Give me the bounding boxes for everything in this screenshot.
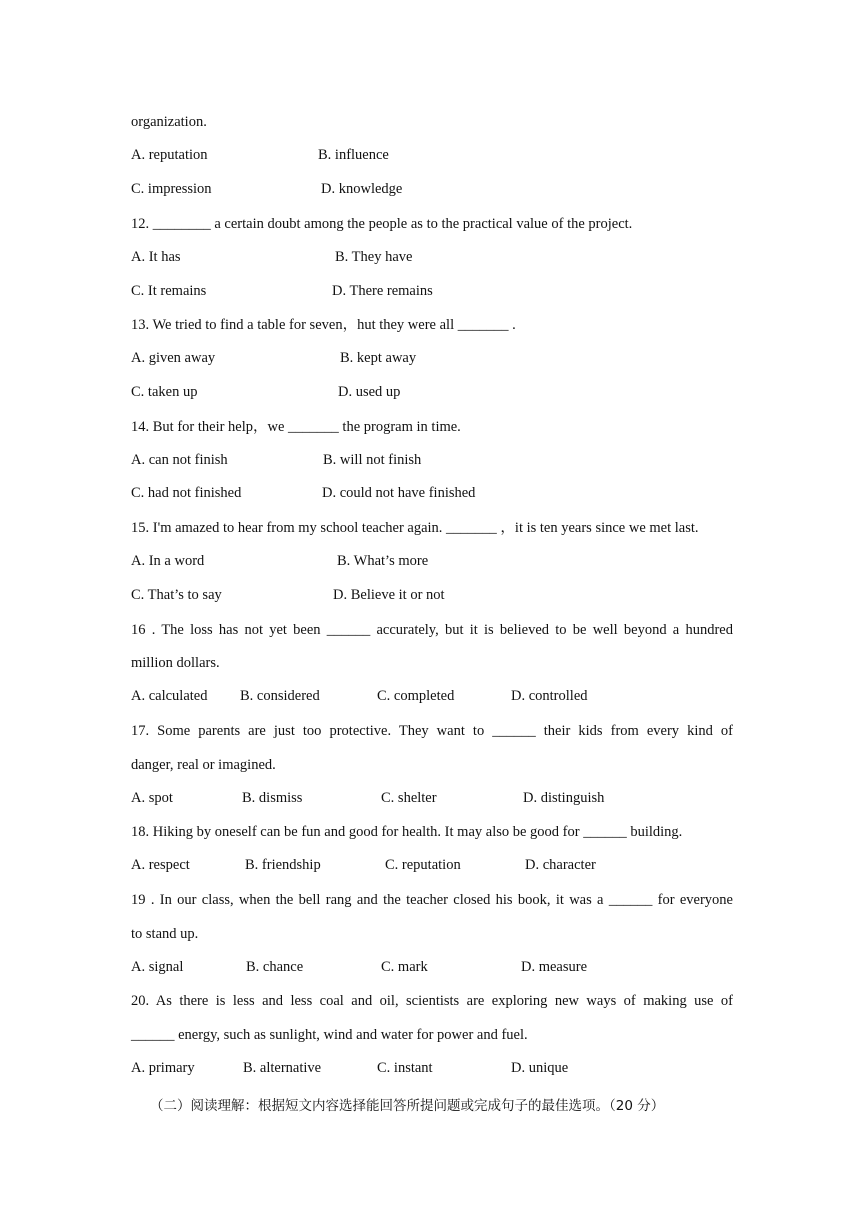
q15-option-a: A. In a word xyxy=(131,553,205,569)
question-19-line-2: to stand up. xyxy=(131,926,199,942)
question-16-line-1: 16 . The loss has not yet been ______ accurately, but it is believed to be well beyond a hundred xyxy=(131,622,733,638)
q14-option-a: A. can not finish xyxy=(131,452,228,468)
q20-option-c: C. instant xyxy=(377,1060,433,1076)
q14-option-c: C. had not finished xyxy=(131,485,242,501)
question-14: 14. But for their help，we _______ the program in time. xyxy=(131,419,461,435)
q13-option-a: A. given away xyxy=(131,350,216,366)
question-18: 18. Hiking by oneself can be fun and good for health. It may also be good for ______ building. xyxy=(131,824,683,840)
q20-option-a: A. primary xyxy=(131,1060,195,1076)
q18-option-b: B. friendship xyxy=(245,857,321,873)
q12-option-a: A. It has xyxy=(131,249,181,265)
q16-option-d: D. controlled xyxy=(511,688,588,704)
q12-option-c: C. It remains xyxy=(131,283,207,299)
q12-option-b: B. They have xyxy=(335,249,413,265)
question-16-line-2: million dollars. xyxy=(131,655,220,671)
q11-option-c: C. impression xyxy=(131,181,212,197)
q18-option-c: C. reputation xyxy=(385,857,461,873)
question-11-tail: organization. xyxy=(131,114,207,130)
question-20-line-1: 20. As there is less and less coal and oil, scientists are exploring new ways of making use of xyxy=(131,993,733,1009)
q20-option-b: B. alternative xyxy=(243,1060,322,1076)
q17-option-a: A. spot xyxy=(131,790,173,806)
q13-option-b: B. kept away xyxy=(340,350,417,366)
q15-option-c: C. That’s to say xyxy=(131,587,222,603)
q17-option-d: D. distinguish xyxy=(523,790,605,806)
question-12: 12. ________ a certain doubt among the people as to the practical value of the project. xyxy=(131,216,633,232)
q17-option-b: B. dismiss xyxy=(242,790,303,806)
q17-option-c: C. shelter xyxy=(381,790,437,806)
question-20-line-2: ______ energy, such as sunlight, wind and water for power and fuel. xyxy=(131,1027,528,1043)
q12-option-d: D. There remains xyxy=(332,283,433,299)
q19-option-a: A. signal xyxy=(131,959,184,975)
q14-option-b: B. will not finish xyxy=(323,452,422,468)
q16-option-c: C. completed xyxy=(377,688,455,704)
q16-option-b: B. considered xyxy=(240,688,320,704)
q19-option-c: C. mark xyxy=(381,959,428,975)
question-19-line-1: 19 . In our class, when the bell rang and the teacher closed his book, it was a ______ for everyone xyxy=(131,892,733,908)
section-heading: （二）阅读理解：根据短文内容选择能回答所提问题或完成句子的最佳选项。（20 分） xyxy=(150,1098,665,1114)
q11-option-b: B. influence xyxy=(318,147,389,163)
q16-option-a: A. calculated xyxy=(131,688,208,704)
question-17-line-2: danger, real or imagined. xyxy=(131,757,276,773)
question-17-line-1: 17. Some parents are just too protective. They want to ______ their kids from every kind of xyxy=(131,723,733,739)
q18-option-a: A. respect xyxy=(131,857,190,873)
question-15: 15. I'm amazed to hear from my school teacher again. _______ ，it is ten years since we met last. xyxy=(131,520,699,536)
q20-option-d: D. unique xyxy=(511,1060,569,1076)
q13-option-d: D. used up xyxy=(338,384,401,400)
q19-option-d: D. measure xyxy=(521,959,588,975)
question-13: 13. We tried to find a table for seven，hut they were all _______ . xyxy=(131,317,516,333)
q11-option-a: A. reputation xyxy=(131,147,208,163)
q14-option-d: D. could not have finished xyxy=(322,485,476,501)
q11-option-d: D. knowledge xyxy=(321,181,403,197)
q19-option-b: B. chance xyxy=(246,959,304,975)
q15-option-d: D. Believe it or not xyxy=(333,587,445,603)
q15-option-b: B. What’s more xyxy=(337,553,429,569)
q13-option-c: C. taken up xyxy=(131,384,198,400)
q18-option-d: D. character xyxy=(525,857,596,873)
